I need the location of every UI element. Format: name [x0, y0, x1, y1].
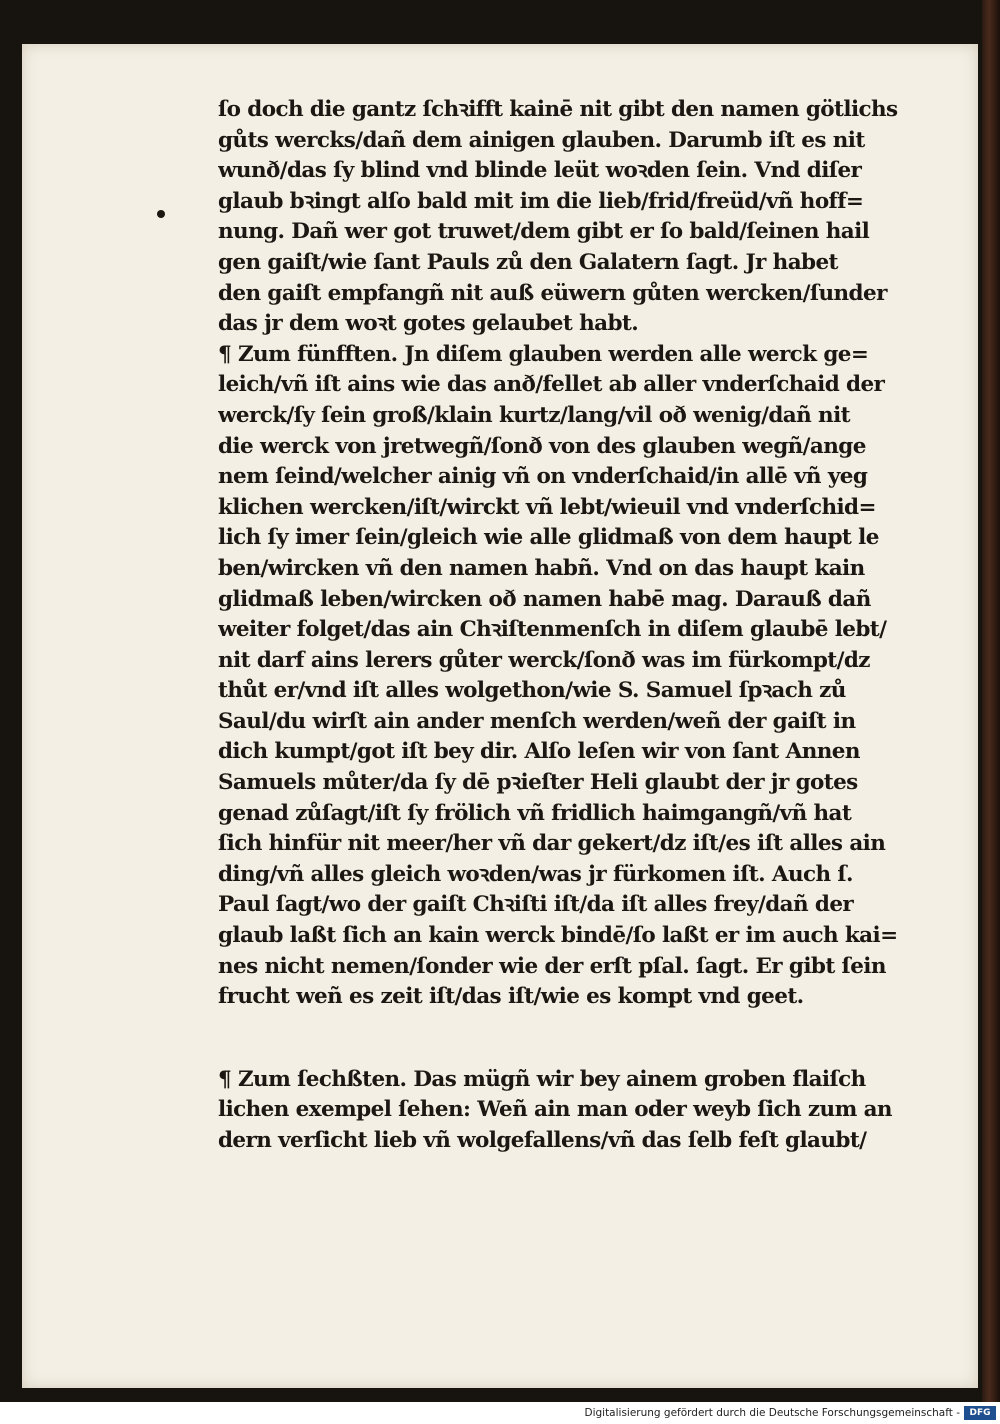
text-line: wunð/das ſy blind vnd blinde leüt woꝛden ſein. Vnd diſer [218, 158, 862, 184]
text-line: thůt er/vnd iſt alles wolgethon/wie S. Samuel ſpꝛach zů [218, 678, 846, 704]
text-line: glaub laßt ſich an kain werck bindē/ſo laßt er im auch kai= [218, 923, 898, 949]
text-line: werck/ſy ſein groß/klain kurtz/lang/vil oð wenig/dañ nit [218, 402, 850, 428]
page-text [218, 95, 928, 1157]
text-line: ding/vñ alles gleich woꝛden/was jr fürkomen iſt. Auch ſ. [218, 861, 853, 887]
text-line: nit darf ains lerers gůter werck/ſonð was im fürkompt/dz [218, 647, 870, 673]
text-line: ¶ Zum fünfften. Jn diſem glauben werden alle werck ge= [218, 341, 869, 367]
text-line: genad zůſagt/iſt ſy frölich vñ fridlich haimgangñ/vñ hat [218, 800, 852, 826]
margin-mark [157, 210, 165, 218]
text-line: Samuels můter/da ſy dē pꝛieſter Heli glaubt der jr gotes [218, 770, 858, 796]
text-line: gůts wercks/dañ dem ainigen glauben. Darumb iſt es nit [218, 127, 865, 153]
text-line: nung. Dañ wer got truwet/dem gibt er ſo bald/ſeinen hail [218, 219, 870, 245]
text-line: klichen wercken/iſt/wirckt vñ lebt/wieuil vnd vnderſchid= [218, 494, 876, 520]
text-line: glidmaß leben/wircken oð namen habē mag. Darauß dañ [218, 586, 871, 612]
text-line: ſo doch die gantz ſchꝛifft kainē nit gibt den namen götlichs [218, 97, 898, 122]
text-line: den gaiſt empfangñ nit auß eüwern gůten wercken/ſunder [218, 280, 887, 306]
text-line: nes nicht nemen/ſonder wie der erſt pſal. ſagt. Er gibt ſein [218, 953, 886, 979]
footer-bar [0, 1402, 1000, 1424]
paragraph-gap [218, 1013, 928, 1065]
text-line: Paul ſagt/wo der gaiſt Chꝛiſti iſt/da iſt alles frey/dañ der [218, 892, 854, 918]
text-line: frucht weñ es zeit iſt/das iſt/wie es kompt vnd geet. [218, 984, 804, 1010]
text-line: weiter folget/das ain Chꝛiſtenmenſch in diſem glaubē lebt/ [218, 617, 887, 643]
text-line: das jr dem woꝛt gotes gelaubet habt. [218, 311, 639, 337]
text-line: ¶ Zum ſechßten. Das mügñ wir bey ainem groben flaiſch [218, 1066, 866, 1092]
dfg-logo: DFG [964, 1406, 996, 1420]
text-line: lich ſy imer ſein/gleich wie alle glidmaß von dem haupt le [218, 525, 879, 551]
text-line: nem ſeind/welcher ainig vñ on vnderſchaid/in allē vñ yeg [218, 464, 868, 490]
text-line: lichen exempel ſehen: Weñ ain man oder weyb ſich zum an [218, 1097, 892, 1123]
text-line: ſich hinfür nit meer/her vñ dar gekert/dz iſt/es iſt alles ain [218, 831, 886, 857]
text-line: dern verſicht lieb vñ wolgefallens/vñ das ſelb feſt glaubt/ [218, 1128, 867, 1153]
text-line: glaub bꝛingt alſo bald mit im die lieb/frid/freüd/vñ hoff= [218, 188, 864, 214]
text-line: gen gaiſt/wie ſant Pauls zů den Galatern ſagt. Jr habet [218, 249, 838, 275]
text-line: ben/wircken vñ den namen habñ. Vnd on das haupt kain [218, 555, 865, 581]
text-line: die werck von jretwegñ/ſonð von des glauben wegñ/ange [218, 433, 866, 459]
text-line: dich kumpt/got iſt bey dir. Alſo leſen wir von ſant Annen [218, 739, 860, 765]
paragraph-group-2 [218, 1065, 928, 1157]
funding-credit: Digitalisierung gefördert durch die Deutsche Forschungsgemeinschaft - [584, 1407, 960, 1419]
book-spine-edge [982, 0, 1000, 1402]
paragraph-group-1 [218, 95, 928, 1013]
text-line: leich/vñ iſt ains wie das anð/fellet ab aller vnderſchaid der [218, 372, 885, 398]
text-line: Saul/du wirſt ain ander menſch werden/weñ der gaiſt in [218, 708, 856, 734]
